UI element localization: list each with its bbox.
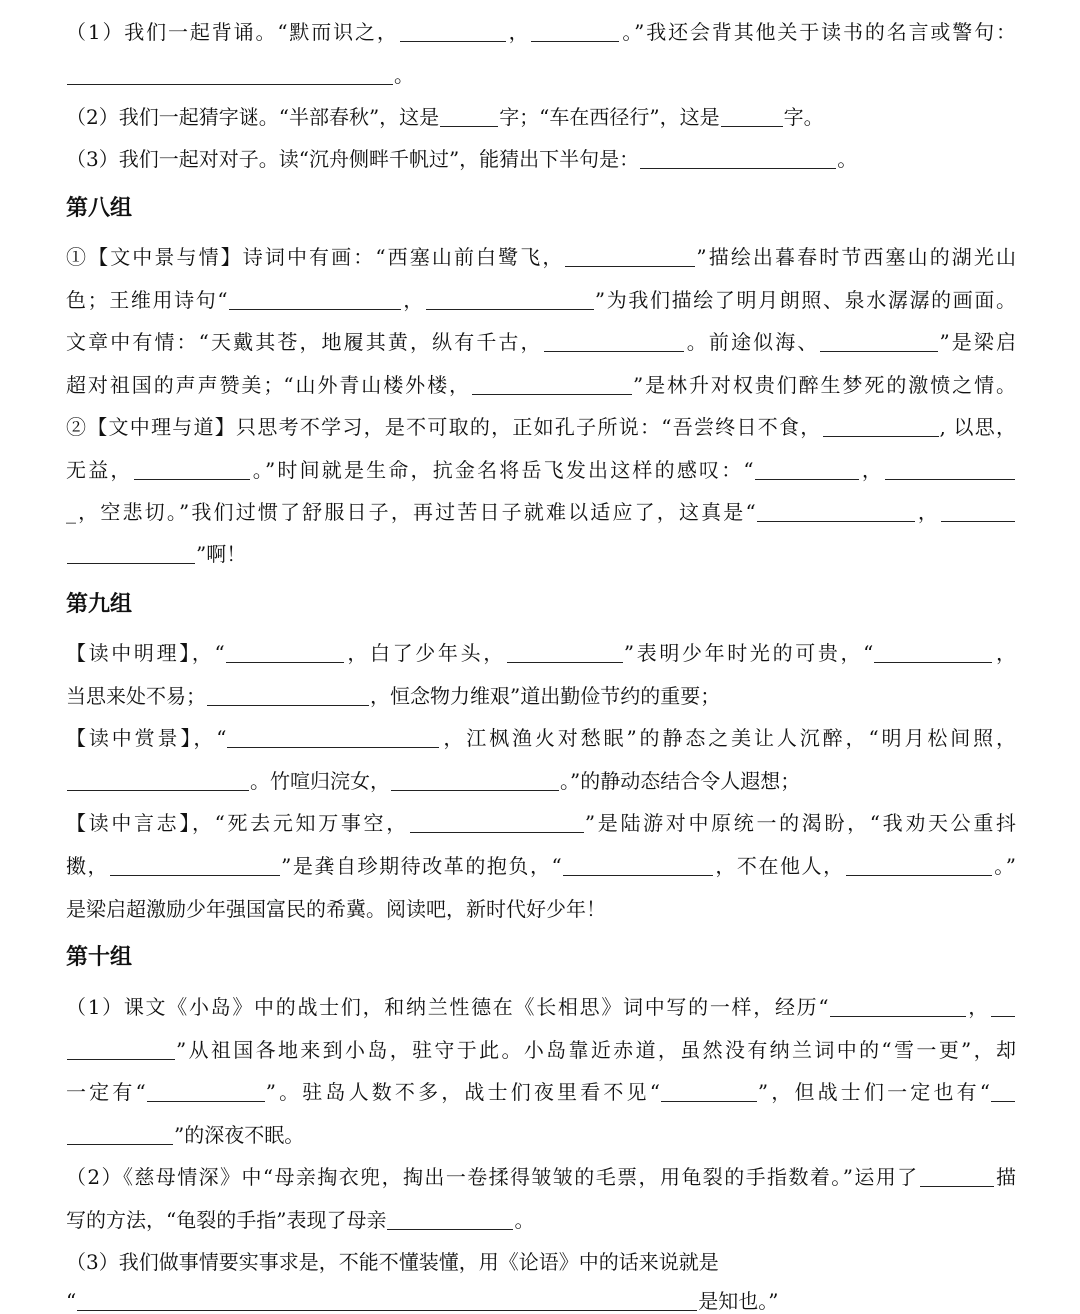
answer-blank[interactable]	[391, 772, 559, 791]
text: （1）我们一起背诵。“默而识之，	[66, 20, 399, 44]
text: 描	[994, 1165, 1016, 1189]
text: 文章中有情：“天戴其苍，地履其黄，纵有千古，	[66, 330, 543, 354]
text: ”是梁启	[939, 330, 1016, 354]
question-2-line	[66, 104, 1016, 130]
answer-blank[interactable]	[885, 461, 1015, 480]
answer-blank[interactable]	[544, 333, 684, 352]
text: （2）《慈母情深》中“母亲掏衣兜，掏出一卷揉得皱皱的毛票，用龟裂的手指数着。”运用了	[66, 1165, 919, 1189]
text: ，	[966, 995, 991, 1019]
text: 无益，	[66, 458, 133, 482]
text: ，	[506, 20, 531, 44]
question-1-line-1	[66, 19, 1016, 45]
group-8-line-2	[66, 287, 1016, 313]
text: （3）我们一起对对子。读“沉舟侧畔千帆过”，能猜出下半句是：	[66, 147, 640, 171]
text: 。”时间就是生命，抗金名将岳飞发出这样的感叹：“	[250, 458, 754, 482]
answer-blank[interactable]	[823, 418, 939, 437]
text: 。”我还会背其他关于读书的名言或警句：	[620, 20, 1017, 44]
group-9-line-5	[66, 810, 1016, 836]
group-10-line-8	[66, 1288, 1016, 1314]
answer-blank[interactable]	[410, 814, 584, 833]
group-10-line-4	[66, 1122, 1016, 1148]
text: ，	[401, 288, 425, 312]
text: 。前途似海、	[684, 330, 820, 354]
question-3-line	[66, 146, 1016, 172]
answer-blank[interactable]	[67, 772, 249, 791]
text: 字；“车在西径行”，这是	[499, 105, 720, 129]
answer-blank[interactable]	[991, 998, 1015, 1017]
answer-blank[interactable]	[563, 857, 713, 876]
answer-blank[interactable]	[991, 1083, 1015, 1102]
group-8-line-3	[66, 329, 1016, 355]
group-8-line-5	[66, 414, 1016, 440]
text: 写的方法，“龟裂的手指”表现了母亲	[66, 1208, 387, 1232]
answer-blank[interactable]	[67, 1041, 175, 1060]
answer-blank[interactable]	[920, 1168, 994, 1187]
answer-blank[interactable]	[507, 644, 623, 663]
text: 字。	[783, 105, 824, 129]
text: 。”的静动态结合令人遐想；	[560, 769, 801, 793]
group-10-line-7: （3）我们做事情要实事求是，不能不懂装懂，用《论语》中的话来说就是	[66, 1250, 719, 1274]
text: ，白了少年头，	[344, 641, 506, 665]
text: ”为我们描绘了明月朗照、泉水潺潺的画面。	[594, 288, 1016, 312]
answer-blank[interactable]	[67, 1126, 173, 1145]
group-9-line-2	[66, 683, 1016, 709]
group-8-line-8	[66, 541, 1016, 567]
group-10-heading: 第十组	[66, 944, 133, 970]
answer-blank[interactable]	[67, 545, 195, 564]
text: _，空悲切。”我们过惯了舒服日子，再过苦日子就难以适应了，这真是“	[66, 500, 756, 524]
text: 。	[837, 147, 858, 171]
answer-blank[interactable]	[846, 857, 992, 876]
group-9-line-3	[66, 725, 1016, 751]
text: “	[66, 1289, 77, 1313]
answer-blank[interactable]	[874, 644, 992, 663]
group-10-line-5	[66, 1164, 1016, 1190]
text: ”。驻岛人数不多，战士们夜里看不见“	[265, 1080, 660, 1104]
text: ②【文中理与道】只思考不学习，是不可取的，正如孔子所说：“吾尝终日不食，	[66, 415, 822, 439]
text: ”是林升对权贵们醉生梦死的激愤之情。	[632, 373, 1016, 397]
text: 色；王维用诗句“	[66, 288, 228, 312]
text: 【读中明理】，“	[66, 641, 225, 665]
text: ，恒念物力维艰”道出勤俭节约的重要；	[370, 684, 721, 708]
group-9-line-6	[66, 853, 1016, 879]
group-10-line-6	[66, 1207, 1016, 1233]
group-8-line-6	[66, 457, 1016, 483]
text: ”啊！	[196, 542, 247, 566]
answer-blank[interactable]	[757, 503, 915, 522]
answer-blank[interactable]	[110, 857, 280, 876]
text: ，	[915, 500, 940, 524]
answer-blank[interactable]	[147, 1083, 265, 1102]
text: ”的深夜不眠。	[174, 1123, 305, 1147]
text: ”从祖国各地来到小岛，驻守于此。小岛靠近赤道，虽然没有纳兰词中的“雪一更”，却	[176, 1038, 1016, 1062]
group-9-heading: 第九组	[66, 591, 133, 617]
answer-blank[interactable]	[472, 376, 632, 395]
text: , 以思，	[939, 415, 1016, 439]
answer-blank[interactable]	[661, 1083, 757, 1102]
text: ”，但战士们一定也有“	[757, 1080, 990, 1104]
text: ”表明少年时光的可贵，“	[623, 641, 874, 665]
text: 【读中言志】，“死去元知万事空，	[66, 811, 409, 835]
group-10-line-2	[66, 1037, 1016, 1063]
answer-blank[interactable]	[440, 108, 498, 127]
text: 擞，	[66, 854, 110, 878]
group-8-line-4	[66, 372, 1016, 398]
answer-blank[interactable]	[721, 108, 783, 127]
text: ，不在他人，	[713, 854, 845, 878]
answer-blank[interactable]	[226, 644, 344, 663]
answer-blank[interactable]	[227, 729, 439, 748]
group-9-line-4	[66, 768, 1016, 794]
answer-blank[interactable]	[400, 23, 506, 42]
text: ①【文中景与情】诗词中有画：“西塞山前白鹭飞，	[66, 245, 565, 269]
answer-blank[interactable]	[134, 461, 250, 480]
answer-blank[interactable]	[77, 1292, 697, 1311]
text: 当思来处不易；	[66, 684, 206, 708]
text: ，	[859, 458, 885, 482]
answer-blank[interactable]	[941, 503, 1015, 522]
answer-blank[interactable]	[387, 1211, 513, 1230]
text: 。	[394, 63, 414, 87]
group-10-line-1	[66, 994, 1016, 1020]
answer-blank[interactable]	[755, 461, 859, 480]
group-8-heading: 第八组	[66, 195, 133, 221]
group-9-line-1	[66, 640, 1016, 666]
group-8-line-7	[66, 499, 1016, 525]
group-9-line-7: 是梁启超激励少年强国富民的希冀。阅读吧，新时代好少年！	[66, 897, 606, 921]
text: （1）课文《小岛》中的战士们，和纳兰性德在《长相思》词中写的一样，经历“	[66, 995, 829, 1019]
answer-blank[interactable]	[830, 998, 966, 1017]
text: ”是陆游对中原统一的渴盼，“我劝天公重抖	[584, 811, 1016, 835]
group-8-line-1	[66, 244, 1016, 270]
text: （2）我们一起猜字谜。“半部春秋”，这是	[66, 105, 440, 129]
question-1-line-2	[66, 62, 1016, 88]
answer-blank[interactable]	[565, 248, 695, 267]
answer-blank[interactable]	[531, 23, 619, 42]
answer-blank[interactable]	[67, 66, 393, 85]
answer-blank[interactable]	[820, 333, 938, 352]
text: ”是龚自珍期待改革的抱负，“	[281, 854, 562, 878]
text: 。竹喧归浣女，	[250, 769, 390, 793]
text: 一定有“	[66, 1080, 146, 1104]
text: 。”	[992, 854, 1017, 878]
answer-blank[interactable]	[207, 687, 369, 706]
answer-blank[interactable]	[426, 291, 594, 310]
text: 超对祖国的声声赞美；“山外青山楼外楼，	[66, 373, 471, 397]
text: 。	[514, 1208, 535, 1232]
text: 是知也。”	[698, 1289, 779, 1313]
group-10-line-3	[66, 1079, 1016, 1105]
answer-blank[interactable]	[640, 150, 836, 169]
text: ”描绘出暮春时节西塞山的湖光山	[696, 245, 1016, 269]
answer-blank[interactable]	[229, 291, 401, 310]
text: 【读中赏景】，“	[66, 726, 227, 750]
text: ，江枫渔火对愁眠”的静态之美让人沉醉，“明月松间照，	[440, 726, 1016, 750]
text: ，	[993, 641, 1017, 665]
